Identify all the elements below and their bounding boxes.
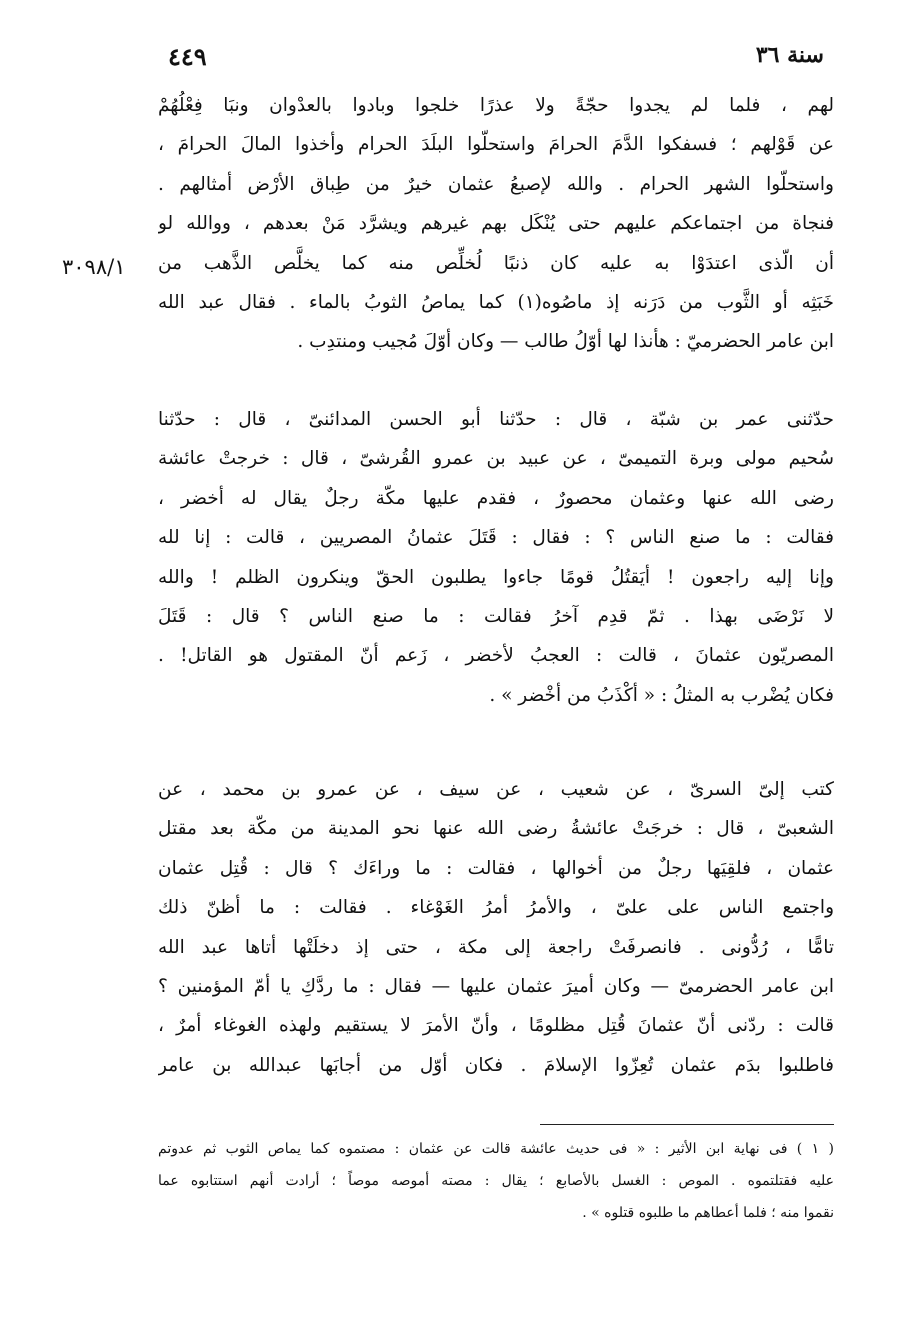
text-line: ابن عامر الحضرميّ : هأنذا لها أوّلُ طالب — وكان أوّلَ مُجيب ومنتدِب .: [297, 331, 834, 353]
text-line: سُحيم مولى وبرة التميمىّ ، عن عبيد بن عمرو القُرشىّ ، قال : خرجتْ عائشة: [158, 448, 834, 470]
footnote-line: عليه فقتلتموه . الموص : الغسل بالأصابع ؛ يقال : مصته أموصه موصاً ؛ أرادت أنهم استتابوه عما: [158, 1173, 834, 1189]
footnote: [158, 1133, 834, 1229]
paragraph-2: [158, 400, 834, 715]
footnote-line: نقموا منه ؛ فلما أعطاهم ما طلبوه قتلوه » .: [582, 1205, 834, 1221]
paragraph-3: [158, 770, 834, 1085]
text-line: حدّثنى عمر بن شبّة ، قال : حدّثنا أبو الحسن المدائنىّ ، قال : حدّثنا: [158, 409, 834, 430]
text-line: تامًّا ، رُدُّونى . فانصرفَتْ راجعة إلى مكة ، حتى إذ دخلَتْها أتاها عبد الله: [158, 936, 834, 958]
paragraph-1: [158, 86, 834, 362]
text-line: أن الّذى اعتدَوْا به عليه كان ذنبًا لُخلِّص منه كما يخلَّص الذَّهب من: [158, 252, 834, 274]
text-line: عثمان ، فلقِيَها رجلٌ من أخوالها ، فقالت : ما وراءَك ؟ قال : قُتِل عثمان: [158, 857, 834, 879]
text-line: عن قَوْلهم ؛ فسفكوا الدَّمَ الحرامَ واستحلّوا البلَدَ الحرام وأخذوا المالَ الحرامَ ،: [158, 134, 834, 156]
text-line: قالت : ردّنى أنّ عثمانَ قُتِل مظلومًا ، وأنّ الأمرَ لا يستقيم ولهذه الغوغاء أمرٌ ،: [158, 1015, 834, 1037]
text-line: وإنا إليه راجعون ! أيَقتُلُ قومًا جاءوا يطلبون الحقّ وينكرون الظلم ! والله: [158, 566, 834, 588]
text-line: الشعبىّ ، قال : خرجَتْ عائشةُ رضى الله عنها نحو المدينة من مكّة بعد مقتل: [158, 818, 834, 840]
text-line: خَبَثِه أو الثَّوب من دَرَنه إذ ماصُوه(١) كما يماصُ الثوبُ بالماء . فقال عبد الله: [158, 292, 834, 314]
page-number: ٤٤٩: [168, 42, 207, 71]
text-line: كتب إلىّ السرىّ ، عن شعيب ، عن سيف ، عن عمرو بن محمد ، عن: [158, 779, 834, 800]
text-line: واستحلّوا الشهر الحرام . والله لإصبعُ عثمان خيرٌ من طِباق الأرْض أمثالهم .: [158, 173, 834, 195]
footnote-divider: [540, 1124, 834, 1125]
footnote-line: ( ١ ) فى نهاية ابن الأثير : « فى حديث عائشة قالت عن عثمان : مصتموه كما يماص الثوب ثم عدوتم: [158, 1141, 834, 1157]
text-line: فنجاة من اجتماعكم عليهم حتى يُنْكَل بهم غيرهم ويشرَّد مَنْ بعدهم ، ووالله لو: [158, 213, 834, 235]
text-line: رضى الله عنها وعثمان محصورٌ ، فقدم عليها مكّة رجلٌ يقال له أخضر ،: [158, 487, 834, 509]
text-line: فاطلبوا بدَم عثمان تُعِزّوا الإسلامَ . فكان أوّل من أجابَها عبدالله بن عامر: [158, 1054, 834, 1076]
text-line: ابن عامر الحضرمىّ — وكان أميرَ عثمان عليها — فقال : ما ردَّكِ يا أمّ المؤمنين ؟: [158, 976, 834, 998]
text-line: فكان يُضْرب به المثلُ : « أكْذَبُ من أخْضر » .: [489, 684, 834, 706]
text-line: فقالت : ما صنع الناس ؟ : فقال : قَتَلَ عثمانُ المصريين ، قالت : إنا لله: [158, 527, 834, 549]
text-line: المصريّون عثمانَ ، قالت : العجبُ لأخضر ، زَعم أنّ المقتول هو القاتل! .: [158, 645, 834, 667]
text-line: لهم ، فلما لم يجدوا حجّةً ولا عذرًا خلجوا وبادوا بالعدْوان ونبَا فِعْلُهُمْ: [158, 95, 834, 116]
marginal-reference: ٣٠٩٨/١: [62, 255, 126, 279]
text-line: واجتمع الناس على علىّ ، والأمرُ أمرُ الغَوْغاء . فقالت : ما أظنّ ذلك: [158, 897, 834, 919]
running-header-year: سنة ٣٦: [755, 42, 824, 68]
text-line: لا نَرْضَى بهذا . ثمّ قدِم آخرُ فقالت : ما صنع الناس ؟ قال : قَتَلَ: [158, 606, 834, 628]
